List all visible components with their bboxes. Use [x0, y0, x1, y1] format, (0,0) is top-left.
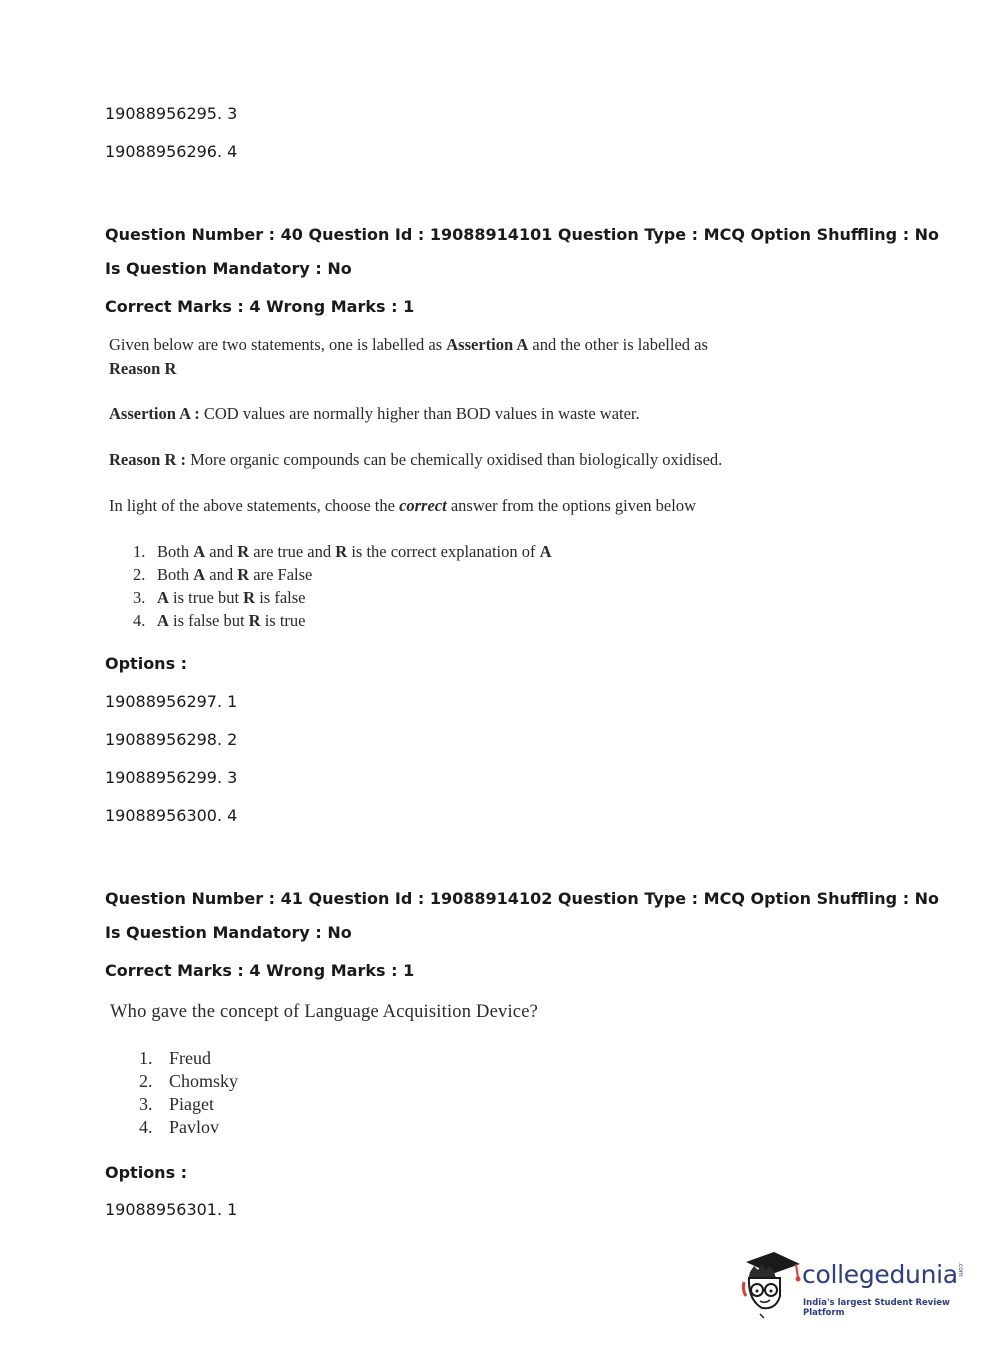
- reason-statement: Reason R : More organic compounds can be chemically oxidised than biologically oxidised.: [109, 450, 723, 469]
- question-mandatory: Is Question Mandatory : No: [105, 923, 352, 942]
- answer-choice: 1. Both A and R are true and R is the correct explanation of A: [133, 542, 552, 561]
- option-line: 19088956298. 2: [105, 730, 238, 749]
- assertion-statement: Assertion A : COD values are normally higher than BOD values in waste water.: [109, 404, 640, 423]
- answer-choice: 3. Piaget: [139, 1094, 214, 1114]
- option-line: 19088956297. 1: [105, 692, 238, 711]
- collegedunia-logo: [740, 1248, 972, 1320]
- question-header: Question Number : 41 Question Id : 19088914102 Question Type : MCQ Option Shuffling : No: [105, 889, 940, 908]
- logo-tagline: India's largest Student Review Platform: [803, 1298, 950, 1318]
- answer-choices: [133, 540, 552, 632]
- question-mandatory: Is Question Mandatory : No: [105, 259, 352, 278]
- option-line: 19088956296. 4: [105, 142, 238, 161]
- question-instruction: In light of the above statements, choose the correct answer from the options given below: [109, 496, 696, 515]
- logo-wordmark: collegedunia: [802, 1260, 958, 1289]
- question-intro-cont: Reason R: [109, 359, 177, 378]
- question-header: Question Number : 40 Question Id : 19088914101 Question Type : MCQ Option Shuffling : No: [105, 225, 940, 244]
- option-line: 19088956301. 1: [105, 1200, 238, 1219]
- answer-choice: 2. Chomsky: [139, 1071, 239, 1091]
- option-line: 19088956299. 3: [105, 768, 238, 787]
- option-line: 19088956295. 3: [105, 104, 238, 123]
- answer-choice: 1. Freud: [139, 1048, 211, 1068]
- answer-choice: 4. A is false but R is true: [133, 611, 306, 630]
- answer-choice: 2. Both A and R are False: [133, 565, 313, 584]
- options-label: Options :: [105, 654, 188, 673]
- question-intro: Given below are two statements, one is labelled as Assertion A and the other is labelled as: [109, 335, 708, 354]
- mascot-icon: [740, 1248, 802, 1320]
- question-text: Who gave the concept of Language Acquisition Device?: [110, 1002, 539, 1022]
- option-line: 19088956300. 4: [105, 806, 238, 825]
- question-marks: Correct Marks : 4 Wrong Marks : 1: [105, 297, 415, 316]
- question-marks: Correct Marks : 4 Wrong Marks : 1: [105, 961, 415, 980]
- answer-choice: 3. A is true but R is false: [133, 588, 306, 607]
- answer-choice: 4. Pavlov: [139, 1117, 220, 1137]
- logo-domain: .com: [957, 1262, 964, 1277]
- options-label: Options :: [105, 1163, 188, 1182]
- answer-choices: [139, 1047, 238, 1139]
